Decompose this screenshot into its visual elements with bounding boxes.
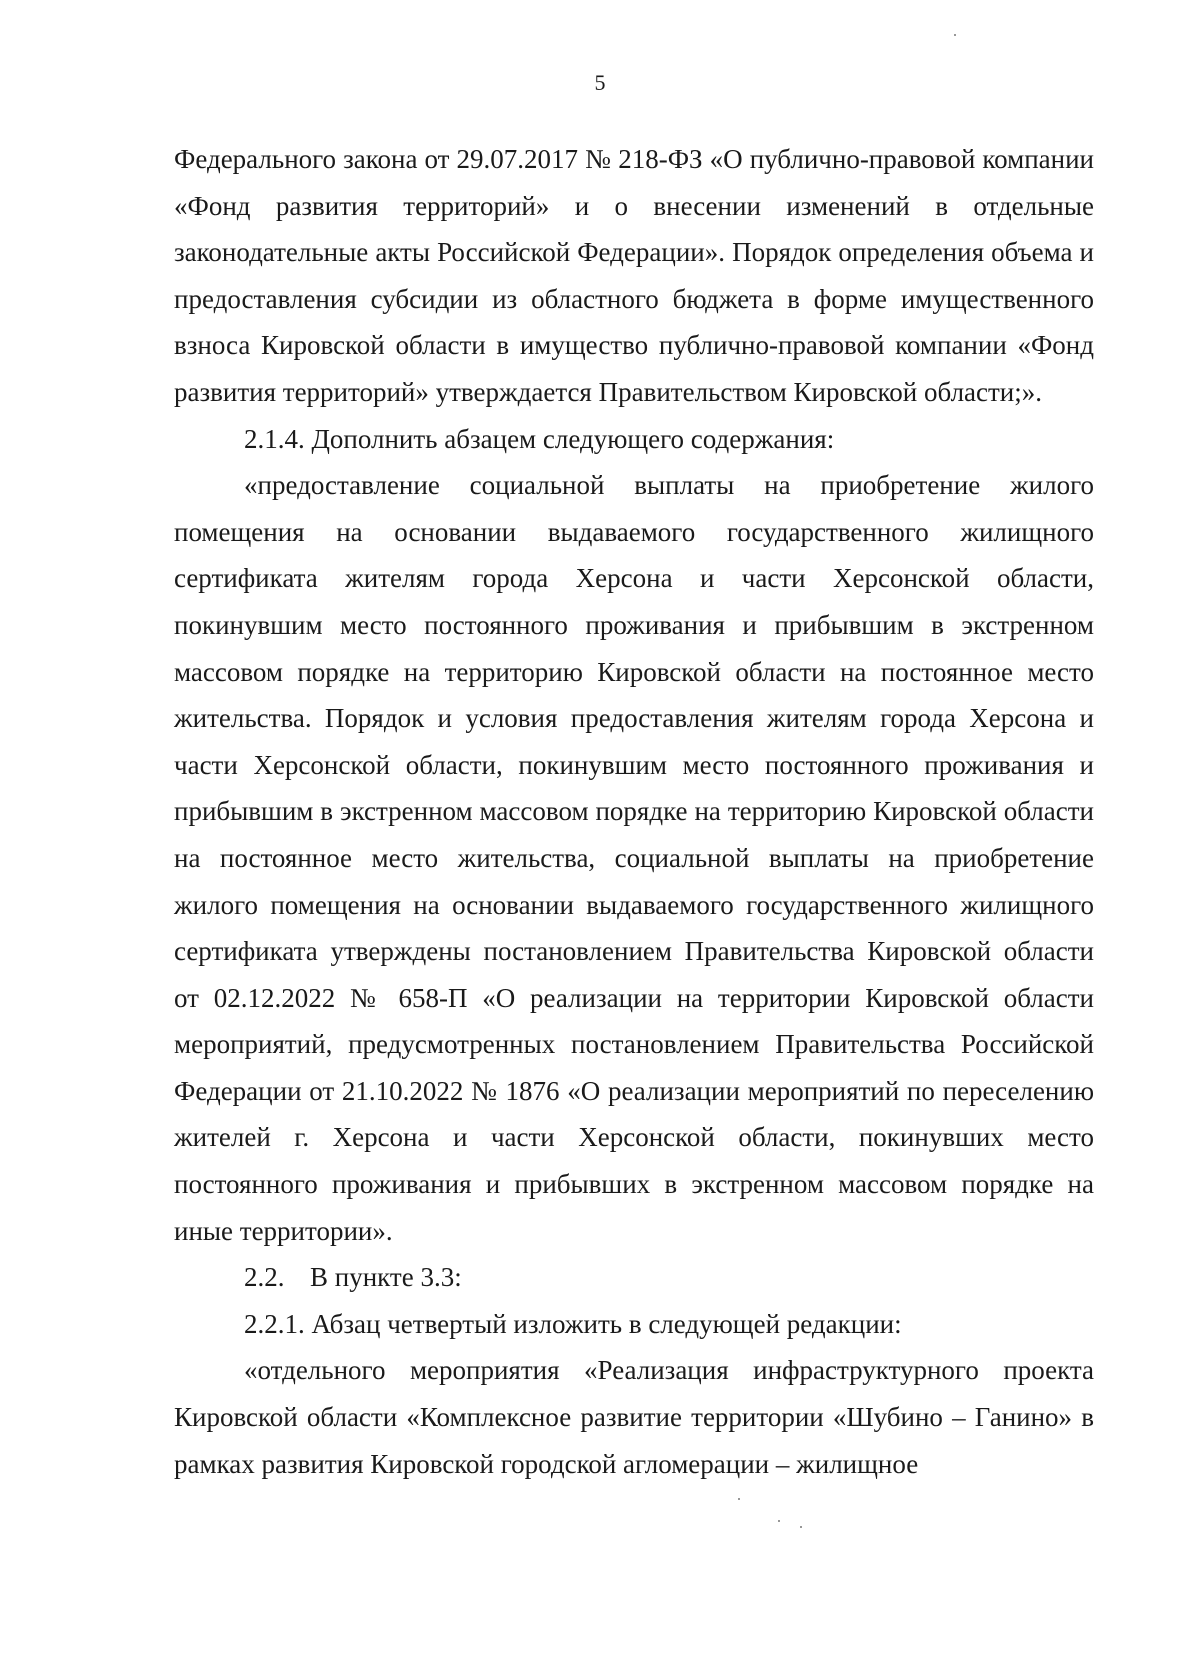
item-text: В пункте 3.3: <box>310 1262 462 1293</box>
item-number: 2.2. <box>244 1262 285 1293</box>
scan-speck <box>800 1526 802 1528</box>
paragraph-quoted-measure: «отдельного мероприятия «Реализация инфраструктурного проекта Кировской области «Комплексное развитие территории «Шубино – Ганино» в рамках развития Кировской городской агломерации – жилищное <box>174 1355 1094 1479</box>
paragraph-item-2-1-4: 2.1.4. Дополнить абзацем следующего содержания: <box>244 423 835 454</box>
paragraph-item-2-2 <box>174 1254 1094 1301</box>
document-body <box>174 136 1094 1487</box>
page-number: 5 <box>594 70 606 95</box>
paragraph-item-2-2-1: 2.2.1. Абзац четвертый изложить в следующей редакции: <box>244 1308 902 1339</box>
scan-speck <box>778 1520 780 1522</box>
paragraph-quoted-amendment: «предоставление социальной выплаты на приобретение жилого помещения на основании выдаваемого государственного жилищного сертификата жителям города Херсона и части Херсонской области, покинувшим место постоянного проживания и прибывшим в экстренном массовом порядке на территорию Кировской области на постоянное место жительства. Порядок и условия предоставления жителям города Херсона и части Херсонской области, покинувшим место постоянного проживания и прибывшим в экстренном массовом порядке на территорию Кировской области на постоянное место жительства, социальной выплаты на приобретение жилого помещения на основании выдаваемого государственного жилищного сертификата утверждены постановлением Правительства Кировской области от 02.12.2022 № 658-П «О реализации на территории Кировской области мероприятий, предусмотренных постановлением Правительства Российской Федерации от 21.10.2022 № 1876 «О реализации мероприятий по переселению жителей г. Херсона и части Херсонской области, покинувших место постоянного проживания и прибывших в экстренном массовом порядке на иные территории». <box>174 470 1094 1246</box>
paragraph-continuation: Федерального закона от 29.07.2017 № 218-ФЗ «О публично-правовой компании «Фонд развития территорий» и о внесении изменений в отдельные законодательные акты Российской Федерации». Порядок определения объема и предоставления субсидии из областного бюджета в форме имущественного взноса Кировской области в имущество публично-правовой компании «Фонд развития территорий» утверждается Правительством Кировской области;». <box>174 144 1094 407</box>
scan-speck <box>738 1498 740 1500</box>
scan-speck <box>954 34 956 36</box>
